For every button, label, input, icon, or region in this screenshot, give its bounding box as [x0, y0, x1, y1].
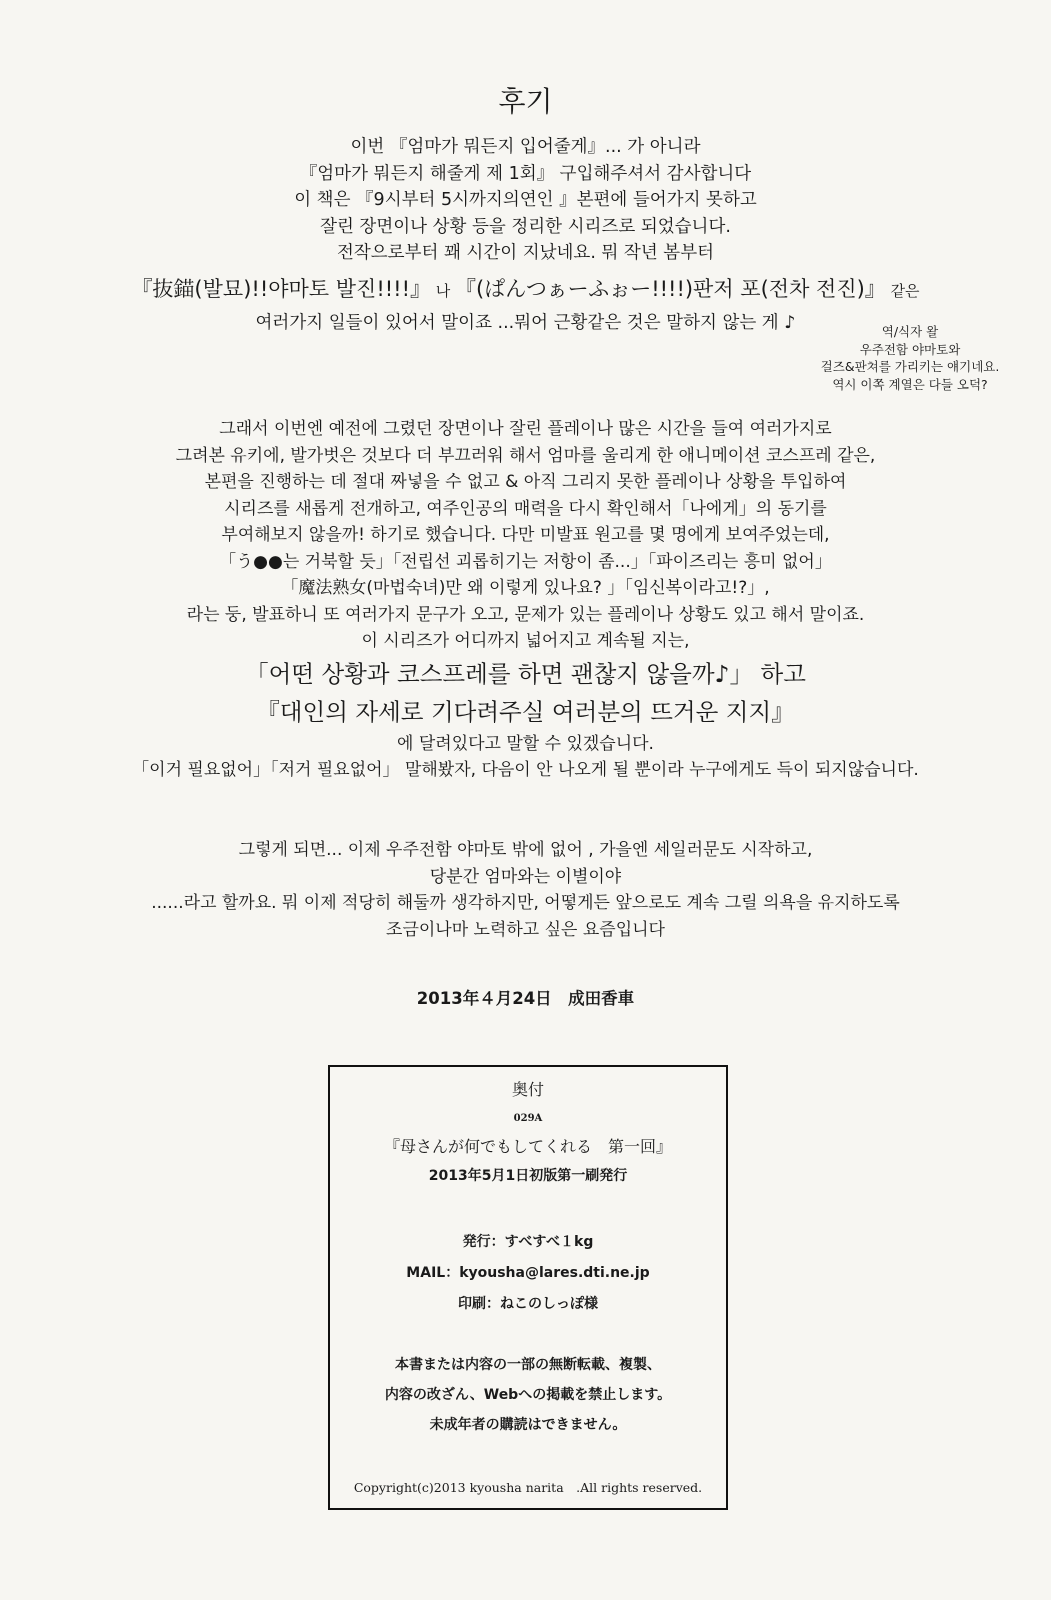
text-line: 에 달려있다고 말할 수 있겠습니다.	[397, 733, 654, 754]
text-line: 전작으로부터 꽤 시간이 지났네요. 뭐 작년 봄부터	[336, 243, 715, 263]
text-line: 그래서 이번엔 예전에 그렸던 장면이나 잘린 플레이나 많은 시간을 들여 여러가지로	[219, 419, 832, 439]
text-line: 조금이나마 노력하고 싶은 요즘입니다	[386, 919, 665, 940]
connector-text: 나	[431, 282, 456, 300]
text-line: 이 시리즈가 어디까지 넓어지고 계속될 지는,	[361, 631, 690, 651]
connector-text: 같은	[885, 282, 920, 300]
emphasis-line: 「어떤 상황과 코스프레를 하면 괜찮지 않을까♪」 하고	[245, 659, 806, 688]
intro-paragraph	[60, 134, 991, 267]
text-line: 여러가지 일들이 있어서 말이죠 ...뭐어 근황같은 것은 말하지 않는 게 ♪	[255, 313, 796, 333]
highlight-yamato: 『抜錨(발묘)!!야마토 발진!!!!』	[131, 277, 432, 301]
copyright-notice	[330, 1350, 726, 1440]
text-line: 『엄마가 뭐든지 해줄게 제 1회』 구입해주셔서 감사합니다	[299, 163, 752, 184]
copyright-line: Copyright(c)2013 kyousha narita .All rights reserved.	[353, 1480, 703, 1495]
text-line: 「魔法熟女(마법숙녀)만 왜 이렇게 있나요? 」「임신복이라고!?」,	[281, 578, 770, 598]
publisher: 発行：すべすべ１kg	[462, 1234, 594, 1250]
mail-address: MAIL：kyousha@lares.dti.ne.jp	[406, 1265, 650, 1281]
text-line: 그렇게 되면... 이제 우주전함 야마토 밖에 없어 , 가을엔 세일러문도 시작하고,	[238, 840, 813, 860]
text-line: ......라고 할까요. 뭐 이제 적당히 해둘까 생각하지만, 어떻게든 앞으로도 계속 그릴 의욕을 유지하도록	[151, 893, 900, 913]
notice-line: 内容の改ざん、Webへの掲載を禁止します。	[384, 1387, 672, 1403]
text-line: 이번 『엄마가 뭐든지 입어줄게』... 가 아니라	[350, 137, 701, 157]
main-paragraph	[40, 416, 1011, 784]
emphasis-line: 『대인의 자세로 기다려주실 여러분의 뜨거운 지지』	[256, 697, 795, 726]
text-line: 「う●●는 거북할 듯」「전립선 괴롭히기는 저항이 좀...」「파이즈리는 흥미 없어」	[219, 551, 832, 572]
notice-line: 本書または内容の一部の無断転載、複製、	[395, 1357, 661, 1373]
notice-line: 未成年者の購読はできません。	[429, 1417, 627, 1433]
colophon-box	[328, 1065, 728, 1510]
note-line: 역시 이쪽 계열은 다들 오덕?	[832, 376, 988, 392]
page-title: 후기	[498, 85, 553, 118]
closing-paragraph	[60, 837, 991, 943]
colophon-title: 奥付	[511, 1080, 544, 1099]
text-line: 「이거 필요없어」「저거 필요없어」 말해봤자, 다음이 안 나오게 될 뿐이라 누구에게도 득이 되지않습니다.	[132, 760, 919, 780]
text-line: 당분간 엄마와는 이별이야	[429, 866, 622, 887]
text-line: 잘린 장면이나 상황 등을 정리한 시리즈로 되었습니다.	[320, 216, 731, 237]
text-line: 시리즈를 새롭게 전개하고, 여주인공의 매력을 다시 확인해서「나에게」의 동기를	[224, 498, 827, 519]
signature: 2013年４月24日 成田香車	[416, 989, 635, 1008]
translator-note	[780, 323, 1040, 393]
note-line: 역/식자 왈	[881, 324, 939, 339]
publisher-info	[330, 1227, 726, 1320]
highlight-line	[20, 274, 1031, 306]
text-line: 라는 둥, 발표하니 또 여러가지 문구가 오고, 문제가 있는 플레이나 상황도 있고 해서 말이죠.	[186, 604, 865, 625]
text-line: 이 책은 『9시부터 5시까지의연인 』본편에 들어가지 못하고	[294, 190, 757, 210]
publish-date: 2013年5月1日初版第一刷発行	[428, 1168, 628, 1184]
text-line: 본편을 진행하는 데 절대 짜넣을 수 없고 & 아직 그리지 못한 플레이나 상황을 투입하여	[204, 472, 847, 492]
highlight-panzer: 『(ぱんつぁーふぉー!!!!)판저 포(전차 전진)』	[455, 277, 886, 301]
text-line: 부여해보지 않을까! 하기로 했습니다. 다만 미발표 원고를 몇 명에게 보여주었는데,	[221, 525, 830, 545]
colophon-code: 029A	[513, 1113, 543, 1124]
note-line: 걸즈&판쳐를 가리키는 얘기네요.	[820, 359, 1000, 374]
text-line: 그려본 유키에, 발가벗은 것보다 더 부끄러워 해서 엄마를 울리게 한 애니메이션 코스프레 같은,	[175, 445, 876, 466]
note-line: 우주전함 야마토와	[859, 341, 961, 357]
book-title: 『母さんが何でもしてくれる 第一回』	[383, 1137, 672, 1156]
printer: 印刷：ねこのしっぽ様	[458, 1296, 598, 1312]
